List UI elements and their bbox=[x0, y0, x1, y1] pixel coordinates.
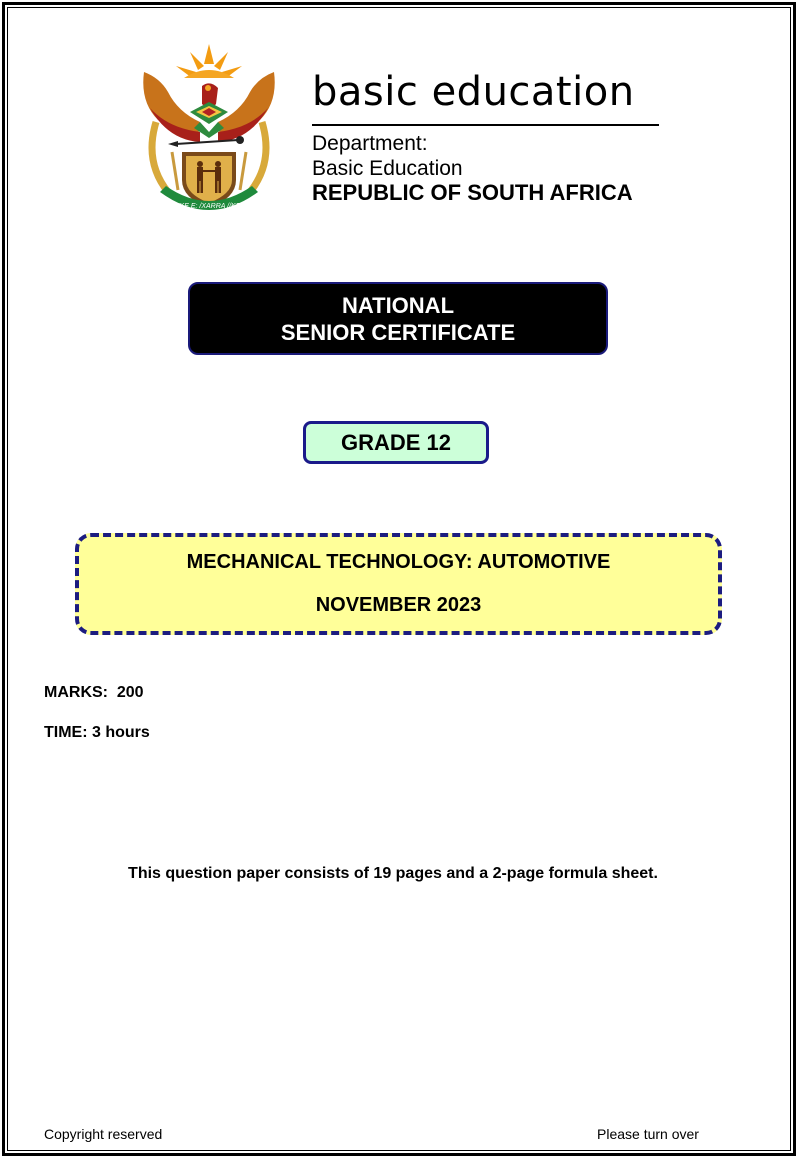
brand-divider bbox=[312, 124, 659, 126]
certificate-banner bbox=[188, 282, 608, 355]
coat-of-arms-icon bbox=[138, 42, 280, 218]
department-name: Basic Education bbox=[312, 157, 463, 180]
page-count-notice: This question paper consists of 19 pages and a 2-page formula sheet. bbox=[128, 865, 658, 882]
svg-text:!KE E: /XARRA //KE: !KE E: /XARRA //KE bbox=[177, 203, 241, 210]
turn-over-footer: Please turn over bbox=[597, 1126, 699, 1142]
marks-info: MARKS: 200 bbox=[44, 684, 144, 701]
grade-badge: GRADE 12 bbox=[303, 421, 489, 464]
subject-panel bbox=[75, 533, 722, 635]
country-name: REPUBLIC OF SOUTH AFRICA bbox=[312, 180, 633, 205]
certificate-line-1: NATIONAL bbox=[341, 292, 455, 318]
copyright-footer: Copyright reserved bbox=[44, 1126, 163, 1142]
subject-title: MECHANICAL TECHNOLOGY: AUTOMOTIVE bbox=[186, 551, 611, 573]
brand-title: basic education bbox=[312, 69, 635, 115]
certificate-line-2: SENIOR CERTIFICATE bbox=[280, 319, 516, 345]
time-info: TIME: 3 hours bbox=[44, 724, 150, 741]
exam-session: NOVEMBER 2023 bbox=[315, 594, 482, 616]
department-label: Department: bbox=[312, 132, 428, 155]
